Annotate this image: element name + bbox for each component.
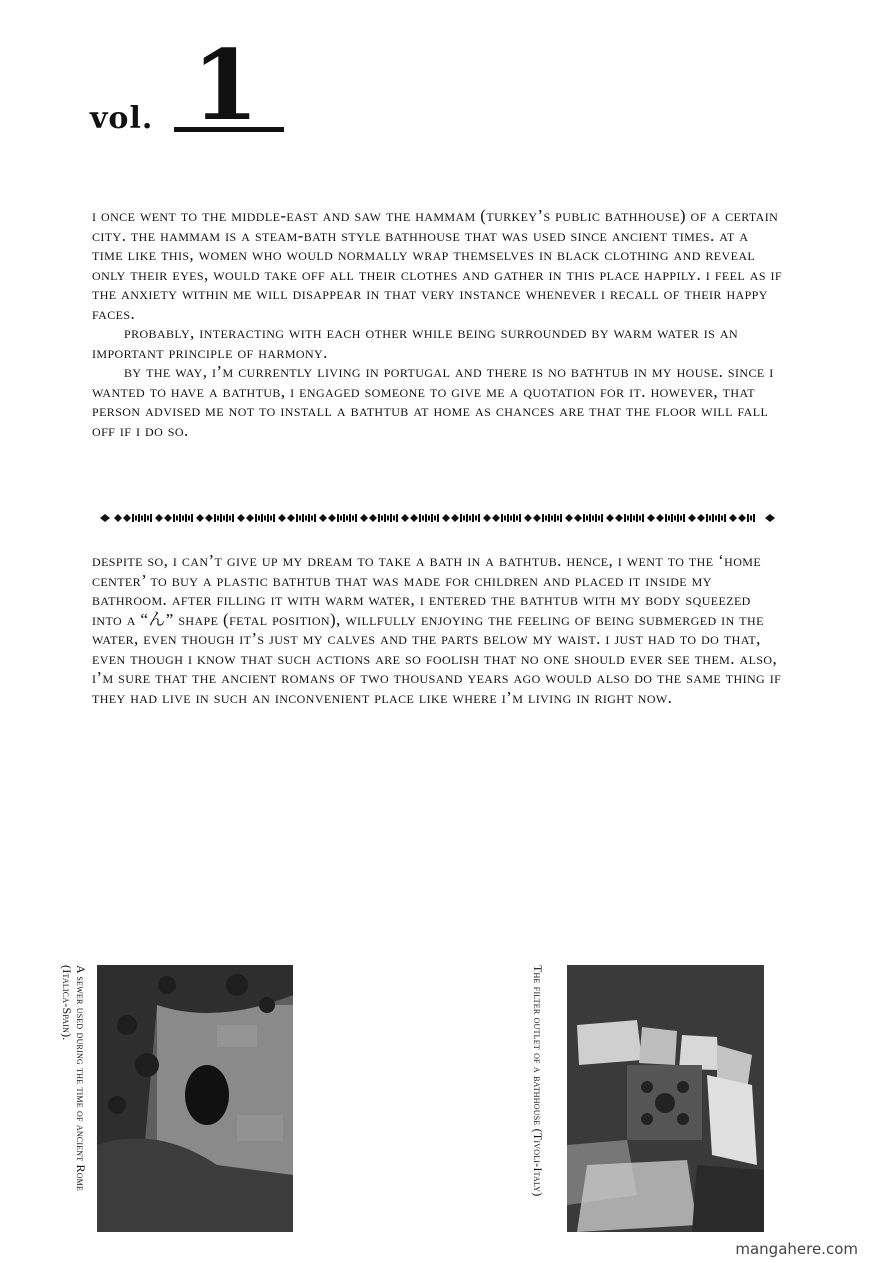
paragraph: i once went to the middle-east and saw the hammam (turkey’s public bathhouse) of a certain city. the hammam is a steam-bath style bathhouse that was used since ancient times. at a time like this, women who would normally wrap themselves in black clothing and reveal only their eyes, would take off all their clothes and gather in this place happily. i feel as if the anxiety within me will disappear in that very instance whenever i recall of their happy faces. bbox=[92, 206, 783, 323]
photo-caption-left: A sewer used during the time of ancient Rome (Italica-Spain). bbox=[60, 965, 88, 1192]
volume-word: vol. bbox=[90, 101, 154, 136]
filter-outlet-photo bbox=[567, 965, 764, 1232]
sewer-photo bbox=[97, 965, 293, 1232]
volume-heading bbox=[90, 29, 290, 142]
site-watermark: mangahere.com bbox=[735, 1240, 858, 1258]
photo-caption-right: The filter outlet of a bathhouse (Tivoli-Italy) bbox=[531, 965, 545, 1197]
ornamental-divider bbox=[100, 510, 775, 526]
paragraph: by the way, i’m currently living in portugal and there is no bathtub in my house. since i wanted to have a bathtub, i engaged someone to give me a quotation for it. however, that person advised me not to install a bathtub at home as chances are that the floor will fall off if i do so. bbox=[92, 362, 774, 440]
paragraph: probably, interacting with each other while being surrounded by warm water is an important principle of harmony. bbox=[92, 323, 739, 362]
essay-block-1 bbox=[92, 206, 782, 440]
essay-block-2 bbox=[92, 551, 782, 707]
volume-number: 1 bbox=[192, 29, 259, 142]
paragraph: despite so, i can’t give up my dream to take a bath in a bathtub. hence, i went to the ‘home center’ to buy a plastic bathtub that was made for children and placed it inside my bathroom. after filling it with warm water, i entered the bathtub with my body squeezed into a “ん” shape (fetal position), willfully enjoying the feeling of being submerged in the water, even though it’s just my calves and the parts below my waist. i just had to do that, even though i know that such actions are so foolish that no one should ever see them. also, i’m sure that the ancient romans of two thousand years ago would also do the same thing if they had live in such an inconvenient place like where i’m living in right now. bbox=[92, 551, 782, 707]
